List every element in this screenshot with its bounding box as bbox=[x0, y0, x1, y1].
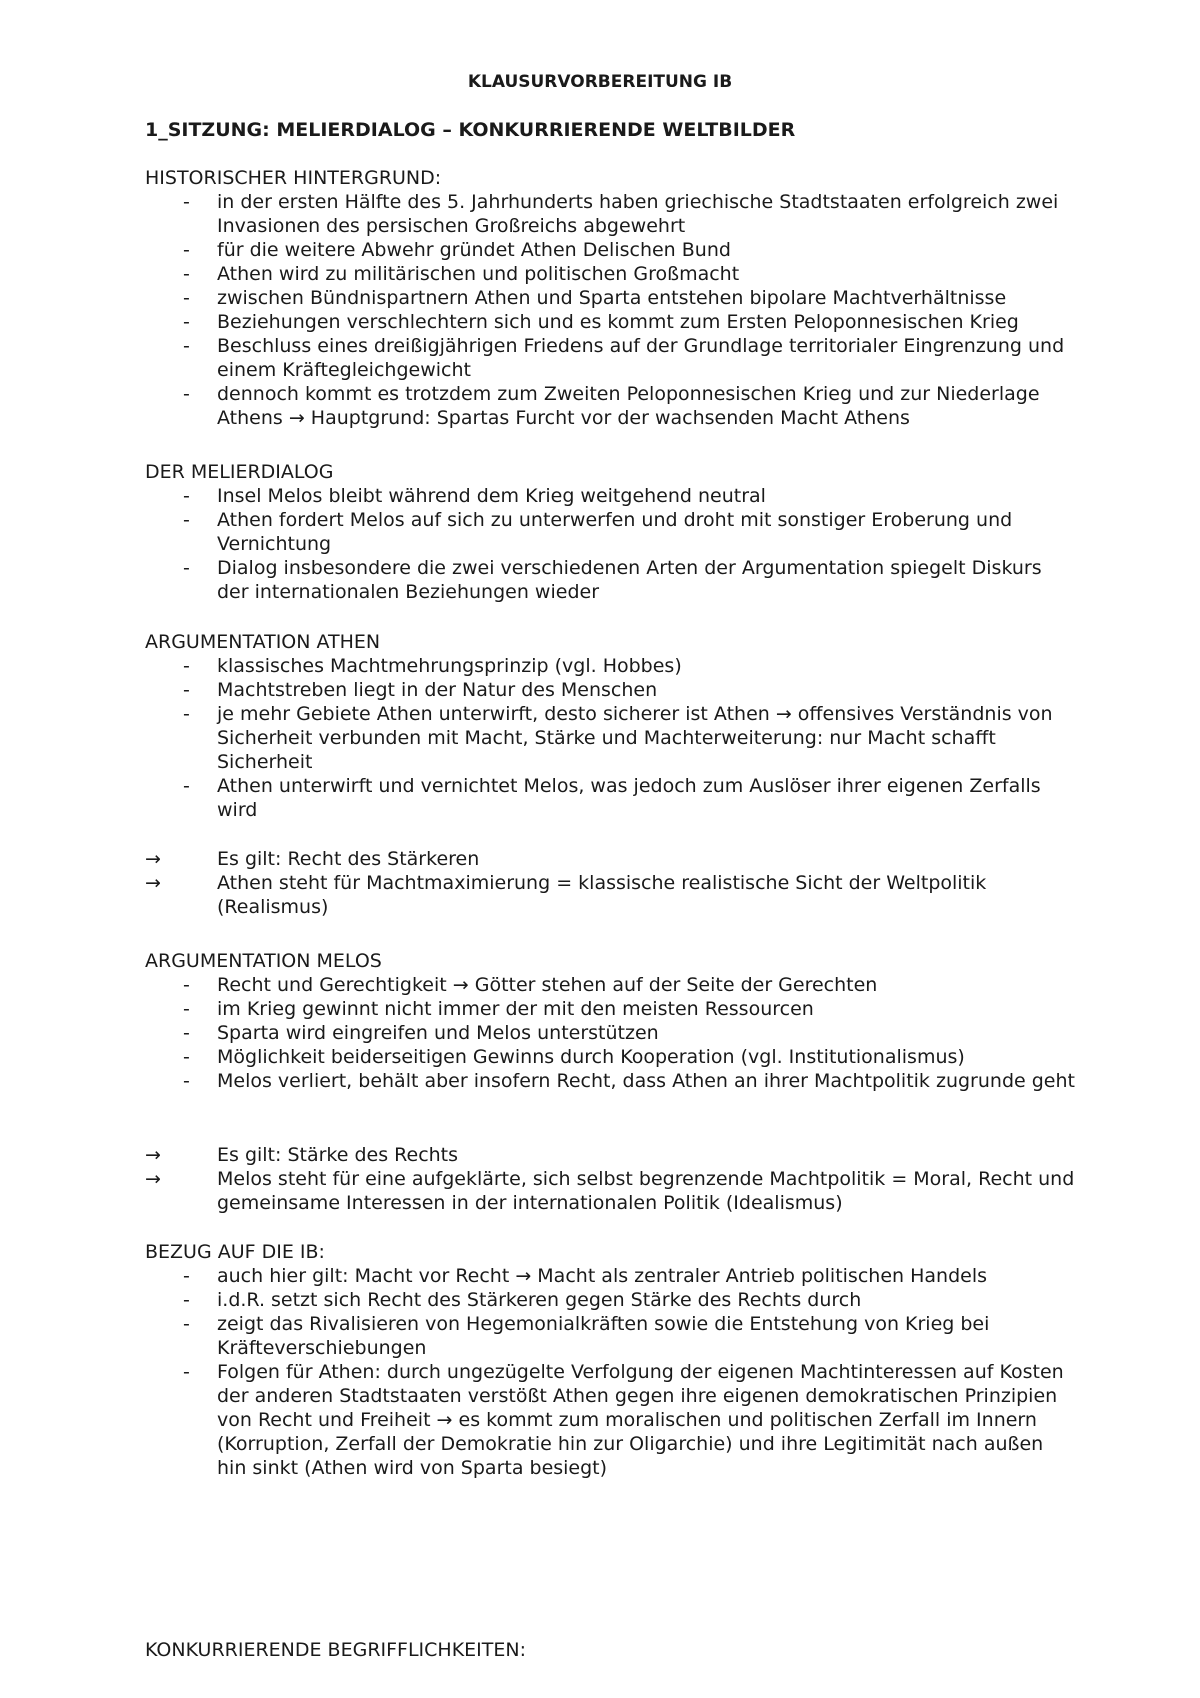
arrow-right-icon: → bbox=[145, 848, 161, 870]
list-item: - Athen fordert Melos auf sich zu unterwerfen und droht mit sonstiger Eroberung und Vernichtung bbox=[145, 508, 1075, 556]
list-item: - Möglichkeit beiderseitigen Gewinns durch Kooperation (vgl. Institutionalismus) bbox=[145, 1045, 1075, 1069]
document-title: KLAUSURVORBEREITUNG IB bbox=[467, 72, 733, 92]
list-item: - Melos verliert, behält aber insofern Recht, dass Athen an ihrer Machtpolitik zugrunde geht bbox=[145, 1069, 1075, 1093]
list-item: - für die weitere Abwehr gründet Athen Delischen Bund bbox=[145, 238, 1075, 262]
list-item: - zeigt das Rivalisieren von Hegemonialkräften sowie die Entstehung von Krieg bei Kräfteverschiebungen bbox=[145, 1312, 1075, 1360]
list-item: - dennoch kommt es trotzdem zum Zweiten Peloponnesischen Krieg und zur Niederlage Athens → Hauptgrund: Spartas Furcht vor der wachsenden Macht Athens bbox=[145, 382, 1075, 430]
bullet-list bbox=[145, 190, 1075, 430]
conclusion-text: Es gilt: Recht des Stärkeren bbox=[217, 848, 480, 870]
section-melos bbox=[145, 949, 1075, 1093]
list-item: - je mehr Gebiete Athen unterwirft, desto sicherer ist Athen → offensives Verständnis von Sicherheit verbunden mit Macht, Stärke und Machterweiterung: nur Macht schafft Sicherheit bbox=[145, 702, 1075, 774]
list-item: - Recht und Gerechtigkeit → Götter stehen auf der Seite der Gerechten bbox=[145, 973, 1075, 997]
section-melierdialog bbox=[145, 460, 1075, 604]
bullet-list bbox=[145, 1264, 1075, 1480]
conclusion-text: Es gilt: Stärke des Rechts bbox=[217, 1144, 459, 1166]
section-heading: DER MELIERDIALOG bbox=[145, 461, 334, 483]
section-heading: BEZUG AUF DIE IB: bbox=[145, 1241, 325, 1263]
list-item: - Athen wird zu militärischen und politischen Großmacht bbox=[145, 262, 1075, 286]
section-heading: ARGUMENTATION MELOS bbox=[145, 950, 382, 972]
conclusion-line bbox=[145, 847, 1075, 871]
list-item: - Insel Melos bleibt während dem Krieg weitgehend neutral bbox=[145, 484, 1075, 508]
section-heading: ARGUMENTATION ATHEN bbox=[145, 631, 381, 653]
section-historisch bbox=[145, 166, 1075, 430]
arrow-right-icon: → bbox=[145, 1168, 161, 1190]
list-item: - Folgen für Athen: durch ungezügelte Verfolgung der eigenen Machtinteressen auf Kosten der anderen Stadtstaaten verstößt Athen gegen ihre eigenen demokratischen Prinzipien von Recht und Freiheit → es kommt zum moralischen und politischen Zerfall im Innern (Korruption, Zerfall der Demokratie hin zur Oligarchie) und ihre Legitimität nach außen hin sinkt (Athen wird von Sparta besiegt) bbox=[145, 1360, 1075, 1480]
conclusion-line bbox=[145, 1143, 1075, 1167]
list-item: - klassisches Machtmehrungsprinzip (vgl. Hobbes) bbox=[145, 654, 1075, 678]
list-item: - zwischen Bündnispartnern Athen und Sparta entstehen bipolare Machtverhältnisse bbox=[145, 286, 1075, 310]
list-item: - in der ersten Hälfte des 5. Jahrhunderts haben griechische Stadtstaaten erfolgreich zwei Invasionen des persischen Großreichs abgewehrt bbox=[145, 190, 1075, 238]
section-heading: HISTORISCHER HINTERGRUND: bbox=[145, 167, 442, 189]
section-athen bbox=[145, 630, 1075, 822]
list-item: - Dialog insbesondere die zwei verschiedenen Arten der Argumentation spiegelt Diskurs der internationalen Beziehungen wieder bbox=[145, 556, 1075, 604]
list-item: - Sparta wird eingreifen und Melos unterstützen bbox=[145, 1021, 1075, 1045]
session-title: 1_SITZUNG: MELIERDIALOG – KONKURRIERENDE WELTBILDER bbox=[145, 119, 796, 141]
list-item: - i.d.R. setzt sich Recht des Stärkeren gegen Stärke des Rechts durch bbox=[145, 1288, 1075, 1312]
conclusion-text: Melos steht für eine aufgeklärte, sich selbst begrenzende Machtpolitik = Moral, Recht und gemeinsame Interessen in der internationalen Politik (Idealismus) bbox=[217, 1168, 1075, 1214]
bullet-list bbox=[145, 484, 1075, 604]
list-item: - Beschluss eines dreißigjährigen Friedens auf der Grundlage territorialer Eingrenzung und einem Kräftegleichgewicht bbox=[145, 334, 1075, 382]
conclusion-line bbox=[145, 871, 1075, 919]
list-item: - auch hier gilt: Macht vor Recht → Macht als zentraler Antrieb politischen Handels bbox=[145, 1264, 1075, 1288]
arrow-right-icon: → bbox=[145, 1144, 161, 1166]
arrow-right-icon: → bbox=[145, 872, 161, 894]
bullet-list bbox=[145, 973, 1075, 1093]
footer-heading: KONKURRIERENDE BEGRIFFLICHKEITEN: bbox=[145, 1639, 527, 1661]
conclusions-athen bbox=[145, 847, 1075, 919]
section-bezug bbox=[145, 1240, 1075, 1480]
conclusions-melos bbox=[145, 1143, 1075, 1215]
list-item: - im Krieg gewinnt nicht immer der mit den meisten Ressourcen bbox=[145, 997, 1075, 1021]
list-item: - Beziehungen verschlechtern sich und es kommt zum Ersten Peloponnesischen Krieg bbox=[145, 310, 1075, 334]
conclusion-text: Athen steht für Machtmaximierung = klassische realistische Sicht der Weltpolitik (Realismus) bbox=[217, 872, 987, 918]
list-item: - Athen unterwirft und vernichtet Melos, was jedoch zum Auslöser ihrer eigenen Zerfalls wird bbox=[145, 774, 1075, 822]
conclusion-line bbox=[145, 1167, 1075, 1215]
list-item: - Machtstreben liegt in der Natur des Menschen bbox=[145, 678, 1075, 702]
bullet-list bbox=[145, 654, 1075, 822]
